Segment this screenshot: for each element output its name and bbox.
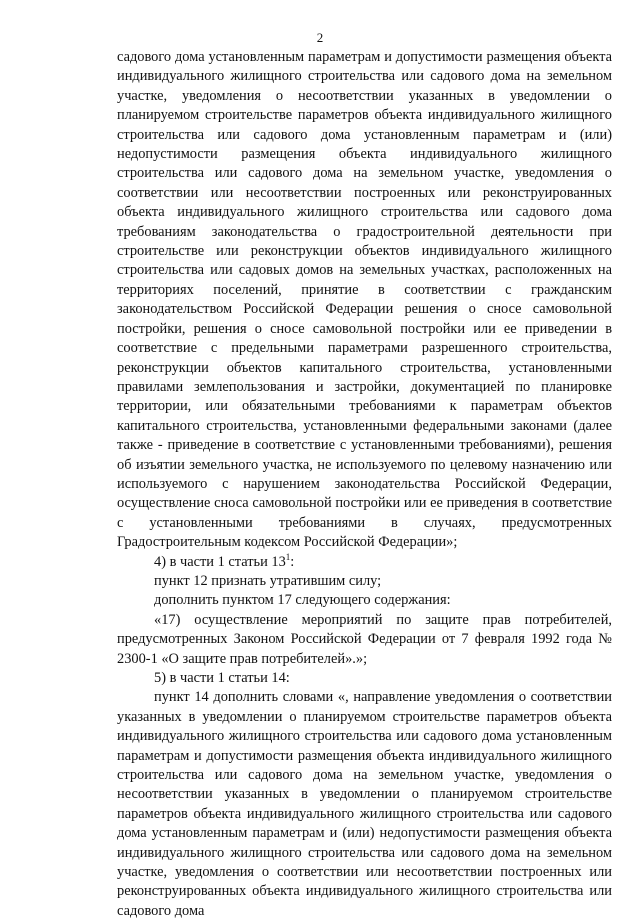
paragraph-add-point-17 <box>117 591 612 610</box>
paragraph-text: садового дома установленным параметрам и допустимости размещения объекта индивидуального жилищного строительства или садового дома на земельном участке, уведомления о несоответствии указанных в уведомлении о планируемом строительстве параметров объекта индивидуального жилищного строительства или садового дома установленным параметрам и (или) недопустимости размещения объекта индивидуального жилищного строительства или садового дома на земельном участке, уведомления о соответствии или несоответствии построенных или реконструированных объекта индивидуального жилищного строительства или садового дома требованиям законодательства о градостроительной деятельности при строительстве или реконструкции объектов индивидуального жилищного строительства или садовых домов на земельных участках, расположенных на территориях поселений, принятие в соответствии с гражданским законодательством Российской Федерации решения о сносе самовольной постройки, решения о сносе самовольной постройки или ее приведении в соответствие с предельными параметрами разрешенного строительства, реконструкции объектов капитального строительства, установленными правилами землепользования и застройки, документацией по планировке территории, или обязательными требованиями к параметрам объектов капитального строительства, установленными федеральными законами (далее также - приведение в соответствие с установленными требованиями), решения об изъятии земельного участка, не используемого по целевому назначению или используемого с нарушением законодательства Российской Федерации, осуществление сноса самовольной постройки или ее приведения в соответствие с установленными требованиями в случаях, предусмотренных Градостроительным кодексом Российской Федерации»; <box>117 49 612 551</box>
paragraph-item-4 <box>117 553 612 572</box>
paragraph-point-12 <box>117 572 612 591</box>
document-body <box>117 48 612 921</box>
paragraph-text: 5) в части 1 статьи 14: <box>154 670 290 686</box>
paragraph-point-14 <box>117 688 612 921</box>
paragraph-point-17-text <box>117 611 612 669</box>
paragraph-suffix: : <box>290 553 295 570</box>
paragraph-text: дополнить пунктом 17 следующего содержания: <box>154 592 451 609</box>
paragraph-item-5 <box>117 669 612 688</box>
paragraph-continuation <box>117 48 612 553</box>
page-number: 2 <box>316 30 324 45</box>
superscript: 1 <box>285 551 291 562</box>
paragraph-text: пункт 14 дополнить словами «, направление уведомления о соответствии указанных в уведомлении о планируемом строительстве параметров объекта индивидуального жилищного строительства или садового дома установленным параметрам и допустимости размещения объекта индивидуального жилищного строительства или садового дома на земельном участке, уведомления о несоответствии указанных в уведомлении о планируемом строительстве параметров объекта индивидуального жилищного строительства или садового дома установленным параметрам и (или) недопустимости размещения объекта индивидуального жилищного строительства или садового дома на земельном участке, уведомления о соответствии или несоответствии построенных или реконструированных объекта индивидуального жилищного строительства или садового дома <box>117 689 612 919</box>
paragraph-text: пункт 12 признать утратившим силу; <box>154 572 382 589</box>
paragraph-text: 4) в части 1 статьи 13 <box>154 553 286 570</box>
paragraph-text: «17) осуществление мероприятий по защите прав потребителей, предусмотренных Законом Российской Федерации от 7 февраля 1992 года № 2300-1 «О защите прав потребителей».»; <box>117 611 612 667</box>
